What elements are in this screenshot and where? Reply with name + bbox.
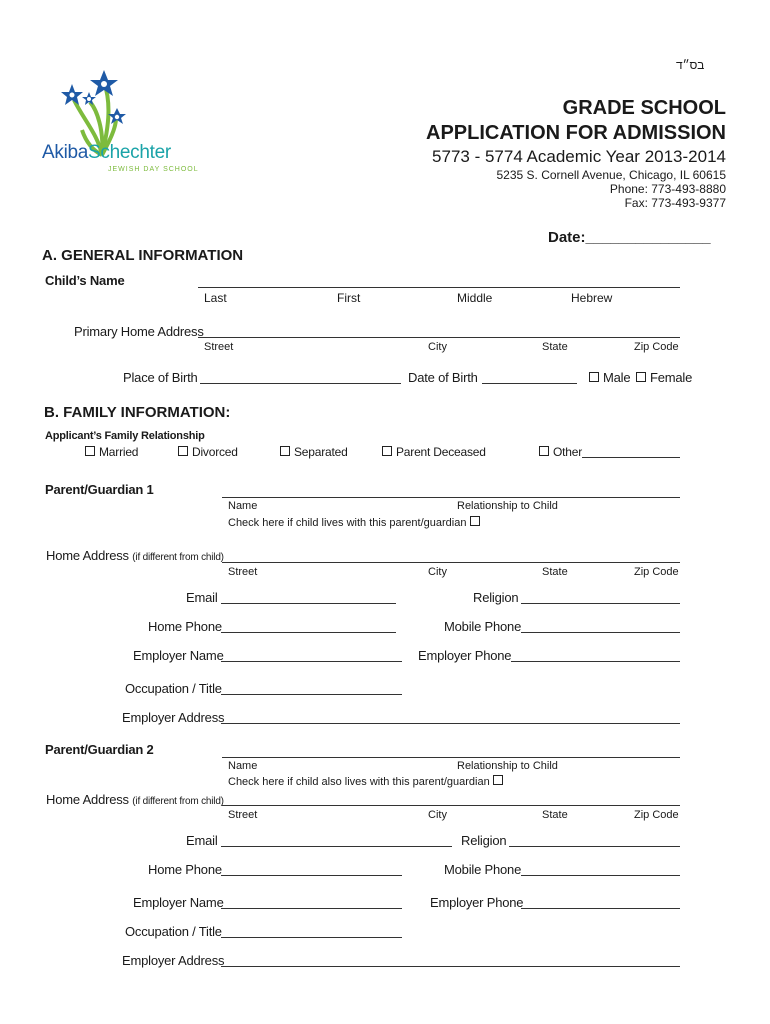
parent2-zip: Zip Code — [634, 809, 679, 821]
relationship-other[interactable]: Other — [539, 445, 582, 459]
parent2-occupation-line[interactable] — [221, 937, 402, 938]
parent2-lives-with-check[interactable]: Check here if child also lives with this parent/guardian — [228, 775, 507, 788]
title-line1: GRADE SCHOOL — [562, 97, 726, 119]
parent2-home-address-label: Home Address (if different from child) — [46, 792, 224, 807]
checkbox-icon — [589, 372, 599, 382]
relationship-divorced[interactable]: Divorced — [178, 445, 238, 459]
place-of-birth-label: Place of Birth — [123, 370, 198, 385]
checkbox-icon — [636, 372, 646, 382]
checkbox-icon — [280, 446, 290, 456]
parent2-religion-line[interactable] — [509, 846, 680, 847]
parent2-employer-name-label: Employer Name — [133, 895, 224, 910]
parent2-employer-phone-label: Employer Phone — [430, 895, 524, 910]
parent1-email-line[interactable] — [221, 603, 396, 604]
family-relationship-label: Applicant’s Family Relationship — [45, 430, 205, 442]
female-checkbox[interactable]: Female — [636, 370, 692, 385]
parent2-email-label: Email — [186, 833, 218, 848]
address-state: State — [542, 341, 568, 353]
parent1-mobile-phone-label: Mobile Phone — [444, 619, 522, 634]
checkbox-icon — [493, 775, 503, 785]
school-fax: Fax: 773-493-9377 — [624, 196, 726, 210]
parent1-employer-name-label: Employer Name — [133, 648, 224, 663]
parent1-name-line[interactable] — [222, 497, 680, 498]
parent2-home-phone-label: Home Phone — [148, 862, 222, 877]
parent1-home-address-label: Home Address (if different from child) — [46, 548, 224, 563]
title-line2: APPLICATION FOR ADMISSION — [426, 122, 726, 144]
parent2-email-line[interactable] — [221, 846, 452, 847]
school-phone: Phone: 773-493-8880 — [609, 182, 726, 196]
parent2-name-line[interactable] — [222, 757, 680, 758]
parent1-address-line[interactable] — [222, 562, 680, 563]
parent1-occupation-label: Occupation / Title — [125, 681, 222, 696]
parent2-employer-phone-line[interactable] — [521, 908, 680, 909]
section-a-title: A. GENERAL INFORMATION — [42, 247, 244, 264]
parent1-home-phone-label: Home Phone — [148, 619, 222, 634]
checkbox-icon — [382, 446, 392, 456]
logo-name-left: Akiba — [42, 142, 89, 163]
parent1-employer-address-line[interactable] — [221, 723, 680, 724]
hebrew-header: בס״ד — [676, 58, 705, 72]
checkbox-icon — [85, 446, 95, 456]
parent2-home-phone-line[interactable] — [221, 875, 402, 876]
date-of-birth-line[interactable] — [482, 383, 577, 384]
relationship-parent-deceased[interactable]: Parent Deceased — [382, 445, 486, 459]
parent1-employer-name-line[interactable] — [221, 661, 402, 662]
parent1-relationship-label: Relationship to Child — [457, 500, 558, 512]
logo-name-right: Schechter — [88, 142, 171, 163]
checkbox-icon — [539, 446, 549, 456]
parent2-address-line[interactable] — [222, 805, 680, 806]
date-field[interactable]: Date:_______________ — [548, 229, 711, 246]
other-line[interactable] — [582, 457, 680, 458]
parent1-home-phone-line[interactable] — [221, 632, 396, 633]
name-part-hebrew: Hebrew — [571, 291, 613, 305]
relationship-separated[interactable]: Separated — [280, 445, 348, 459]
parent2-employer-name-line[interactable] — [221, 908, 402, 909]
checkbox-icon — [178, 446, 188, 456]
parent2-relationship-label: Relationship to Child — [457, 760, 558, 772]
school-address: 5235 S. Cornell Avenue, Chicago, IL 60615 — [496, 168, 726, 182]
parent1-zip: Zip Code — [634, 566, 679, 578]
address-zip: Zip Code — [634, 341, 679, 353]
parent2-title: Parent/Guardian 2 — [45, 742, 154, 757]
child-name-label: Child’s Name — [45, 273, 125, 288]
parent1-employer-phone-label: Employer Phone — [418, 648, 512, 663]
parent2-employer-address-label: Employer Address — [122, 953, 225, 968]
parent2-state: State — [542, 809, 568, 821]
name-part-middle: Middle — [457, 291, 493, 305]
parent2-mobile-phone-label: Mobile Phone — [444, 862, 522, 877]
parent2-street: Street — [228, 809, 258, 821]
parent1-occupation-line[interactable] — [221, 694, 402, 695]
primary-home-address-label: Primary Home Address — [74, 324, 204, 339]
parent1-email-label: Email — [186, 590, 218, 605]
parent1-employer-address-label: Employer Address — [122, 710, 225, 725]
child-name-line[interactable] — [198, 287, 680, 288]
address-street: Street — [204, 341, 234, 353]
parent2-mobile-phone-line[interactable] — [521, 875, 680, 876]
parent1-title: Parent/Guardian 1 — [45, 482, 154, 497]
parent2-city: City — [428, 809, 447, 821]
parent2-religion-label: Religion — [461, 833, 507, 848]
relationship-married[interactable]: Married — [85, 445, 138, 459]
name-part-last: Last — [204, 291, 227, 305]
date-of-birth-label: Date of Birth — [408, 370, 478, 385]
parent2-occupation-label: Occupation / Title — [125, 924, 222, 939]
parent1-state: State — [542, 566, 568, 578]
parent1-religion-label: Religion — [473, 590, 519, 605]
parent1-religion-line[interactable] — [521, 603, 680, 604]
academic-year: 5773 - 5774 Academic Year 2013-2014 — [432, 147, 726, 166]
parent1-mobile-phone-line[interactable] — [521, 632, 680, 633]
parent1-name-label: Name — [228, 500, 258, 512]
primary-address-line[interactable] — [198, 337, 680, 338]
parent2-employer-address-line[interactable] — [221, 966, 680, 967]
name-part-first: First — [337, 291, 361, 305]
parent1-lives-with-check[interactable]: Check here if child lives with this parent/guardian — [228, 516, 484, 529]
address-city: City — [428, 341, 447, 353]
school-logo — [42, 70, 202, 180]
parent2-name-label: Name — [228, 760, 258, 772]
parent1-city: City — [428, 566, 447, 578]
parent1-employer-phone-line[interactable] — [511, 661, 680, 662]
male-checkbox[interactable]: Male — [589, 370, 630, 385]
place-of-birth-line[interactable] — [200, 383, 401, 384]
logo-tagline: JEWISH DAY SCHOOL — [108, 166, 199, 173]
checkbox-icon — [470, 516, 480, 526]
parent1-street: Street — [228, 566, 258, 578]
section-b-title: B. FAMILY INFORMATION: — [44, 404, 231, 421]
